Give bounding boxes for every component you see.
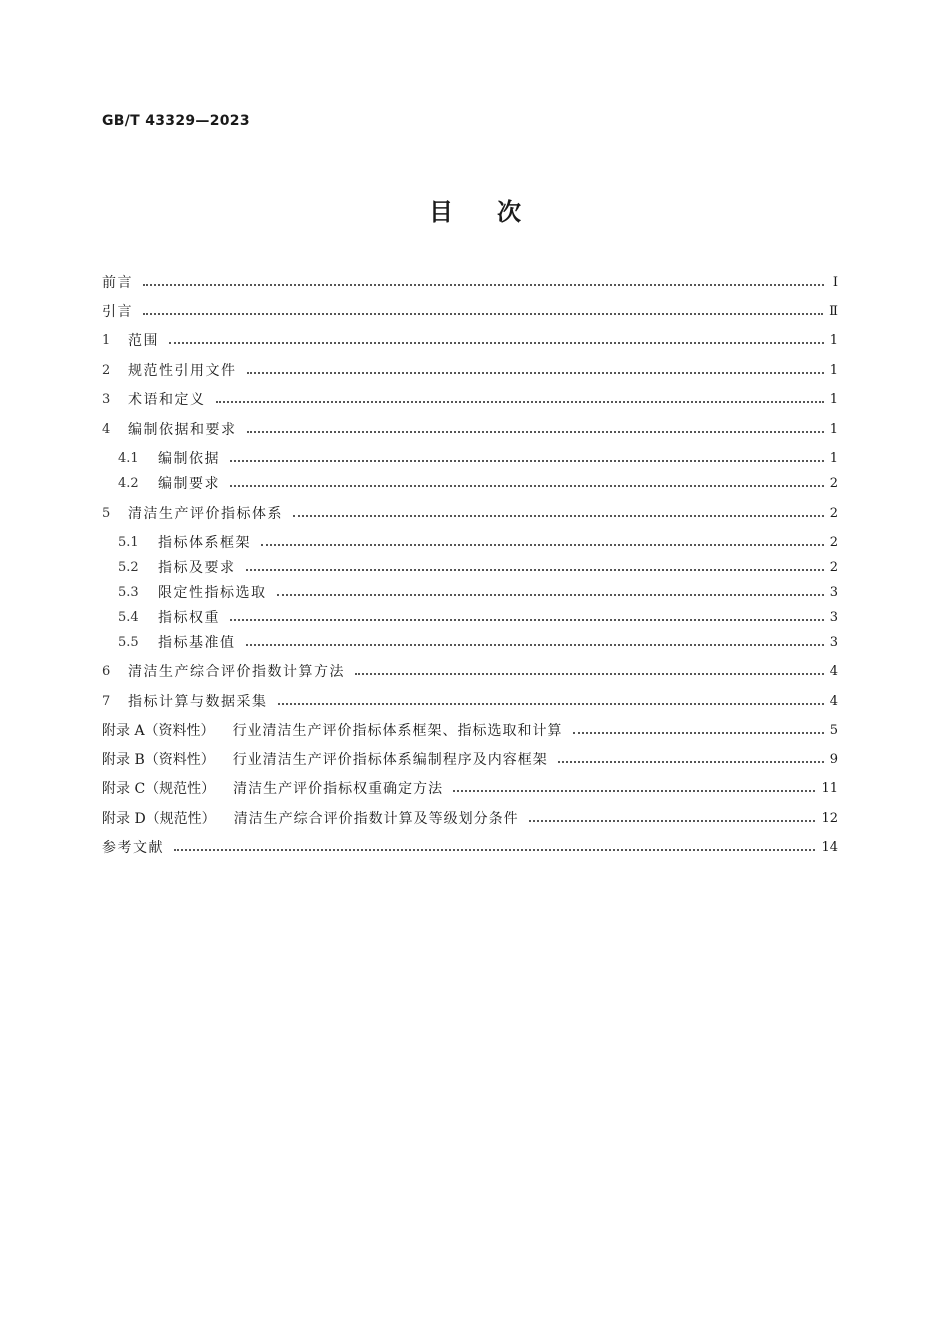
toc-entry-number: 2	[102, 363, 111, 378]
toc-entry-page: 1	[829, 392, 838, 407]
toc-entry[interactable]	[102, 501, 838, 527]
toc-entry-label: 清洁生产综合评价指数计算及等级划分条件	[233, 811, 519, 827]
toc-entry-number: 5.1	[118, 535, 139, 550]
toc-entry-number: 附录 B（资料性）	[102, 752, 215, 768]
toc-entry-label: 编制依据和要求	[128, 422, 237, 438]
toc-entry[interactable]	[102, 806, 838, 832]
toc-entry-page: 2	[829, 476, 838, 491]
toc-dot-leader	[246, 644, 824, 646]
toc-dot-leader	[247, 431, 824, 433]
toc-dot-leader	[246, 569, 824, 571]
toc-entry-label: 范围	[128, 333, 159, 349]
toc-entry-label: 指标体系框架	[158, 535, 251, 551]
toc-dot-leader	[278, 703, 824, 705]
toc-entry[interactable]	[102, 689, 838, 715]
toc-entry[interactable]	[102, 776, 838, 802]
toc-entry-label: 术语和定义	[128, 392, 206, 408]
toc-entry-label: 引言	[102, 304, 133, 320]
toc-entry-label: 参考文献	[102, 840, 164, 856]
toc-entry-label: 限定性指标选取	[158, 585, 267, 601]
toc-entry[interactable]	[102, 747, 838, 773]
toc-entry-label: 指标权重	[158, 610, 220, 626]
toc-entry[interactable]	[102, 471, 838, 497]
toc-dot-leader	[261, 544, 824, 546]
toc-entry[interactable]	[102, 387, 838, 413]
toc-entry-number: 5.5	[118, 635, 139, 650]
toc-dot-leader	[529, 820, 816, 822]
toc-entry-number: 3	[102, 392, 111, 407]
toc-entry-page: 3	[829, 635, 838, 650]
toc-entry-page: 1	[829, 422, 838, 437]
toc-entry[interactable]	[102, 530, 838, 556]
toc-dot-leader	[293, 515, 824, 517]
toc-entry-page: 4	[829, 694, 838, 709]
toc-dot-leader	[169, 342, 824, 344]
toc-entry-label: 编制依据	[158, 451, 220, 467]
toc-entry-page: 2	[829, 535, 838, 550]
toc-entry-page: 2	[829, 560, 838, 575]
toc-entry-number: 5.2	[118, 560, 139, 575]
toc-entry[interactable]	[102, 417, 838, 443]
toc-entry-number: 5	[102, 506, 111, 521]
toc-entry[interactable]	[102, 835, 838, 861]
toc-entry-page: 9	[829, 752, 838, 767]
toc-dot-leader	[174, 849, 815, 851]
toc-entry-page: 12	[821, 811, 838, 826]
toc-entry-number: 5.4	[118, 610, 139, 625]
toc-dot-leader	[143, 284, 824, 286]
toc-dot-leader	[453, 790, 815, 792]
toc-entry[interactable]	[102, 270, 838, 296]
toc-entry[interactable]	[102, 358, 838, 384]
toc-entry-label: 行业清洁生产评价指标体系编制程序及内容框架	[232, 752, 548, 768]
toc-entry-page: 1	[829, 451, 838, 466]
toc-entry[interactable]	[102, 555, 838, 581]
toc-dot-leader	[216, 401, 824, 403]
toc-entry[interactable]	[102, 630, 838, 656]
toc-entry[interactable]	[102, 328, 838, 354]
page-title: 目次	[429, 198, 565, 226]
toc-entry-label: 前言	[102, 275, 133, 291]
standard-code: GB/T 43329—2023	[102, 113, 250, 129]
toc-entry-number: 7	[102, 694, 111, 709]
toc-entry-label: 清洁生产综合评价指数计算方法	[128, 664, 345, 680]
toc-entry[interactable]	[102, 580, 838, 606]
toc-entry-page: Ⅰ	[832, 275, 838, 290]
toc-entry-number: 4	[102, 422, 111, 437]
toc-entry[interactable]	[102, 605, 838, 631]
toc-dot-leader	[230, 460, 824, 462]
toc-dot-leader	[230, 485, 824, 487]
toc-dot-leader	[277, 594, 824, 596]
toc-dot-leader	[247, 372, 824, 374]
toc-entry-number: 4.2	[118, 476, 139, 491]
toc-entry-label: 指标计算与数据采集	[128, 694, 268, 710]
toc-dot-leader	[558, 761, 824, 763]
toc-entry-number: 1	[102, 333, 111, 348]
toc-entry-number: 附录 C（规范性）	[102, 781, 216, 797]
toc-entry-label: 规范性引用文件	[128, 363, 237, 379]
toc-entry-page: 3	[829, 610, 838, 625]
toc-entry-label: 清洁生产评价指标体系	[128, 506, 283, 522]
toc-entry-label: 指标基准值	[158, 635, 236, 651]
toc-entry-page: 14	[821, 840, 838, 855]
toc-entry-number: 4.1	[118, 451, 139, 466]
toc-entry-page: 4	[829, 664, 838, 679]
toc-entry-page: 11	[821, 781, 838, 796]
toc-dot-leader	[573, 732, 824, 734]
toc-entry-label: 编制要求	[158, 476, 220, 492]
toc-entry-page: 3	[829, 585, 838, 600]
toc-entry[interactable]	[102, 299, 838, 325]
toc-entry-label: 清洁生产评价指标权重确定方法	[233, 781, 444, 797]
toc-entry[interactable]	[102, 718, 838, 744]
toc-entry-number: 附录 D（规范性）	[102, 811, 216, 827]
toc-entry-page: 1	[829, 363, 838, 378]
toc-dot-leader	[355, 673, 824, 675]
toc-entry-page: 1	[829, 333, 838, 348]
toc-dot-leader	[143, 313, 823, 315]
toc-entry[interactable]	[102, 659, 838, 685]
toc-entry-label: 行业清洁生产评价指标体系框架、指标选取和计算	[232, 723, 563, 739]
toc-entry-page: 2	[829, 506, 838, 521]
toc-entry-page: Ⅱ	[829, 304, 838, 319]
toc-entry[interactable]	[102, 446, 838, 472]
toc-dot-leader	[230, 619, 824, 621]
toc-entry-page: 5	[829, 723, 838, 738]
toc-entry-label: 指标及要求	[158, 560, 236, 576]
toc-entry-number: 6	[102, 664, 111, 679]
toc-entry-number: 附录 A（资料性）	[102, 723, 215, 739]
toc-entry-number: 5.3	[118, 585, 139, 600]
